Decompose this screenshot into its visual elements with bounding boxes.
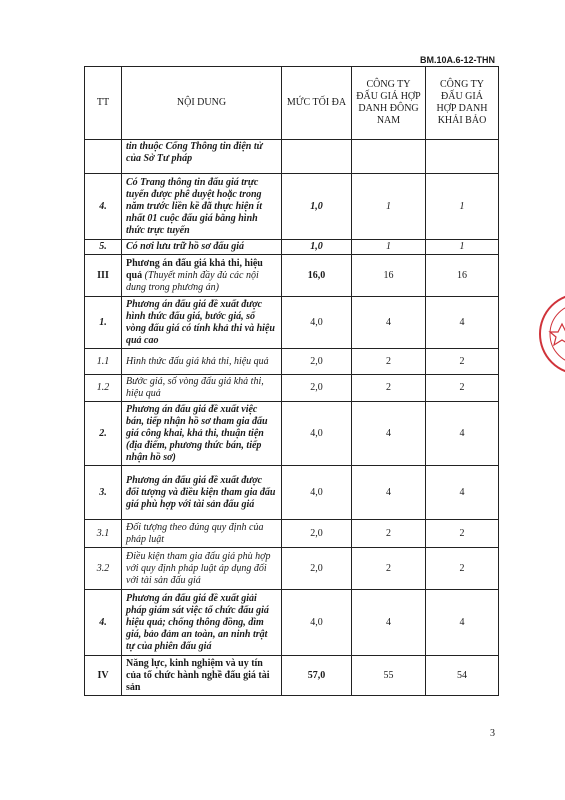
row-content: tin thuộc Cổng Thông tin điện tử của Sở Tư pháp — [122, 140, 282, 174]
row-max: 2,0 — [282, 520, 352, 548]
row-content: Hình thức đấu giá khả thi, hiệu quả — [122, 349, 282, 375]
row-max: 4,0 — [282, 466, 352, 520]
row-company-1: 4 — [352, 590, 426, 656]
table-row — [85, 375, 499, 402]
red-seal-stamp — [536, 284, 565, 384]
row-company-2: 1 — [426, 174, 499, 240]
row-company-1: 2 — [352, 375, 426, 402]
row-tt — [85, 140, 122, 174]
scoring-table — [84, 66, 499, 696]
row-company-2 — [426, 140, 499, 174]
row-company-2: 2 — [426, 349, 499, 375]
table-row — [85, 656, 499, 696]
row-company-2: 4 — [426, 466, 499, 520]
row-tt: 3.1 — [85, 520, 122, 548]
row-company-1: 4 — [352, 297, 426, 349]
table-row — [85, 255, 499, 297]
row-company-2: 2 — [426, 520, 499, 548]
row-content: Đối tượng theo đúng quy định của pháp luật — [122, 520, 282, 548]
row-company-1: 2 — [352, 548, 426, 590]
row-max: 2,0 — [282, 548, 352, 590]
row-company-1: 4 — [352, 402, 426, 466]
row-company-1: 1 — [352, 174, 426, 240]
row-company-1: 4 — [352, 466, 426, 520]
row-content-main: Phương án đấu giá khả thi, hiệu quả — [126, 257, 263, 281]
table-row — [85, 174, 499, 240]
table-row — [85, 140, 499, 174]
row-content: Có Trang thông tin đấu giá trực tuyến được phê duyệt hoặc trong năm trước liền kề đã thực hiện ít nhất 01 cuộc đấu giá bằng hình thức trực tuyến — [122, 174, 282, 240]
table-header — [85, 67, 499, 140]
row-max: 1,0 — [282, 174, 352, 240]
row-tt: 3.2 — [85, 548, 122, 590]
row-content: Phương án đấu giá đề xuất được hình thức đấu giá, bước giá, số vòng đấu giá có tính khả thi và hiệu quả cao — [122, 297, 282, 349]
row-max — [282, 140, 352, 174]
table-row — [85, 349, 499, 375]
table-row — [85, 297, 499, 349]
row-content-note: (Thuyết minh đầy đủ các nội dung trong phương án) — [126, 269, 259, 293]
row-max: 4,0 — [282, 590, 352, 656]
header-max: MỨC TỐI ĐA — [282, 67, 352, 140]
row-max: 2,0 — [282, 375, 352, 402]
row-company-2: 1 — [426, 240, 499, 255]
row-tt: 1. — [85, 297, 122, 349]
row-max: 1,0 — [282, 240, 352, 255]
row-tt: 4. — [85, 590, 122, 656]
table-row — [85, 548, 499, 590]
table-row — [85, 240, 499, 255]
row-max: 4,0 — [282, 297, 352, 349]
row-content: Bước giá, số vòng đấu giá khả thi, hiệu quả — [122, 375, 282, 402]
row-content: Phương án đấu giá đề xuất giải pháp giám sát việc tổ chức đấu giá hiệu quả; chống thông đồng, dìm giá, bảo đảm an toàn, an ninh trật tự của phiên đấu giá — [122, 590, 282, 656]
document-code: BM.10A.6-12-THN — [419, 55, 495, 65]
table-row — [85, 402, 499, 466]
row-company-2: 54 — [426, 656, 499, 696]
row-company-1: 55 — [352, 656, 426, 696]
row-content: Phương án đấu giá đề xuất được đối tượng và điều kiện tham gia đấu giá phù hợp với tài sản đấu giá — [122, 466, 282, 520]
row-content: Năng lực, kinh nghiệm và uy tín của tổ chức hành nghề đấu giá tài sản — [122, 656, 282, 696]
row-company-2: 2 — [426, 548, 499, 590]
row-tt: 1.2 — [85, 375, 122, 402]
row-company-1 — [352, 140, 426, 174]
row-company-2: 4 — [426, 402, 499, 466]
row-company-1: 16 — [352, 255, 426, 297]
row-company-2: 2 — [426, 375, 499, 402]
row-tt: 1.1 — [85, 349, 122, 375]
table-row — [85, 520, 499, 548]
row-tt: 5. — [85, 240, 122, 255]
row-content: Có nơi lưu trữ hồ sơ đấu giá — [122, 240, 282, 255]
row-company-1: 2 — [352, 520, 426, 548]
row-max: 2,0 — [282, 349, 352, 375]
row-content: Điều kiện tham gia đấu giá phù hợp với quy định pháp luật áp dụng đối với tài sản đấu giá — [122, 548, 282, 590]
row-tt: IV — [85, 656, 122, 696]
row-max: 16,0 — [282, 255, 352, 297]
row-max: 4,0 — [282, 402, 352, 466]
table-row — [85, 590, 499, 656]
row-company-2: 16 — [426, 255, 499, 297]
row-tt: III — [85, 255, 122, 297]
row-company-2: 4 — [426, 297, 499, 349]
header-company-1: CÔNG TY ĐẤU GIÁ HỢP DANH ĐÔNG NAM — [352, 67, 426, 140]
header-company-2: CÔNG TY ĐẤU GIÁ HỢP DANH KHẢI BẢO — [426, 67, 499, 140]
row-max: 57,0 — [282, 656, 352, 696]
row-company-1: 1 — [352, 240, 426, 255]
row-tt: 4. — [85, 174, 122, 240]
row-company-2: 4 — [426, 590, 499, 656]
row-content — [122, 255, 282, 297]
page-number: 3 — [490, 728, 495, 739]
header-content: NỘI DUNG — [122, 67, 282, 140]
row-content: Phương án đấu giá đề xuất việc bán, tiếp nhận hồ sơ tham gia đấu giá công khai, khả thi, thuận tiện (địa điểm, phương thức bán, tiếp nhận hồ sơ) — [122, 402, 282, 466]
header-tt: TT — [85, 67, 122, 140]
row-company-1: 2 — [352, 349, 426, 375]
table-row — [85, 466, 499, 520]
row-tt: 2. — [85, 402, 122, 466]
row-tt: 3. — [85, 466, 122, 520]
